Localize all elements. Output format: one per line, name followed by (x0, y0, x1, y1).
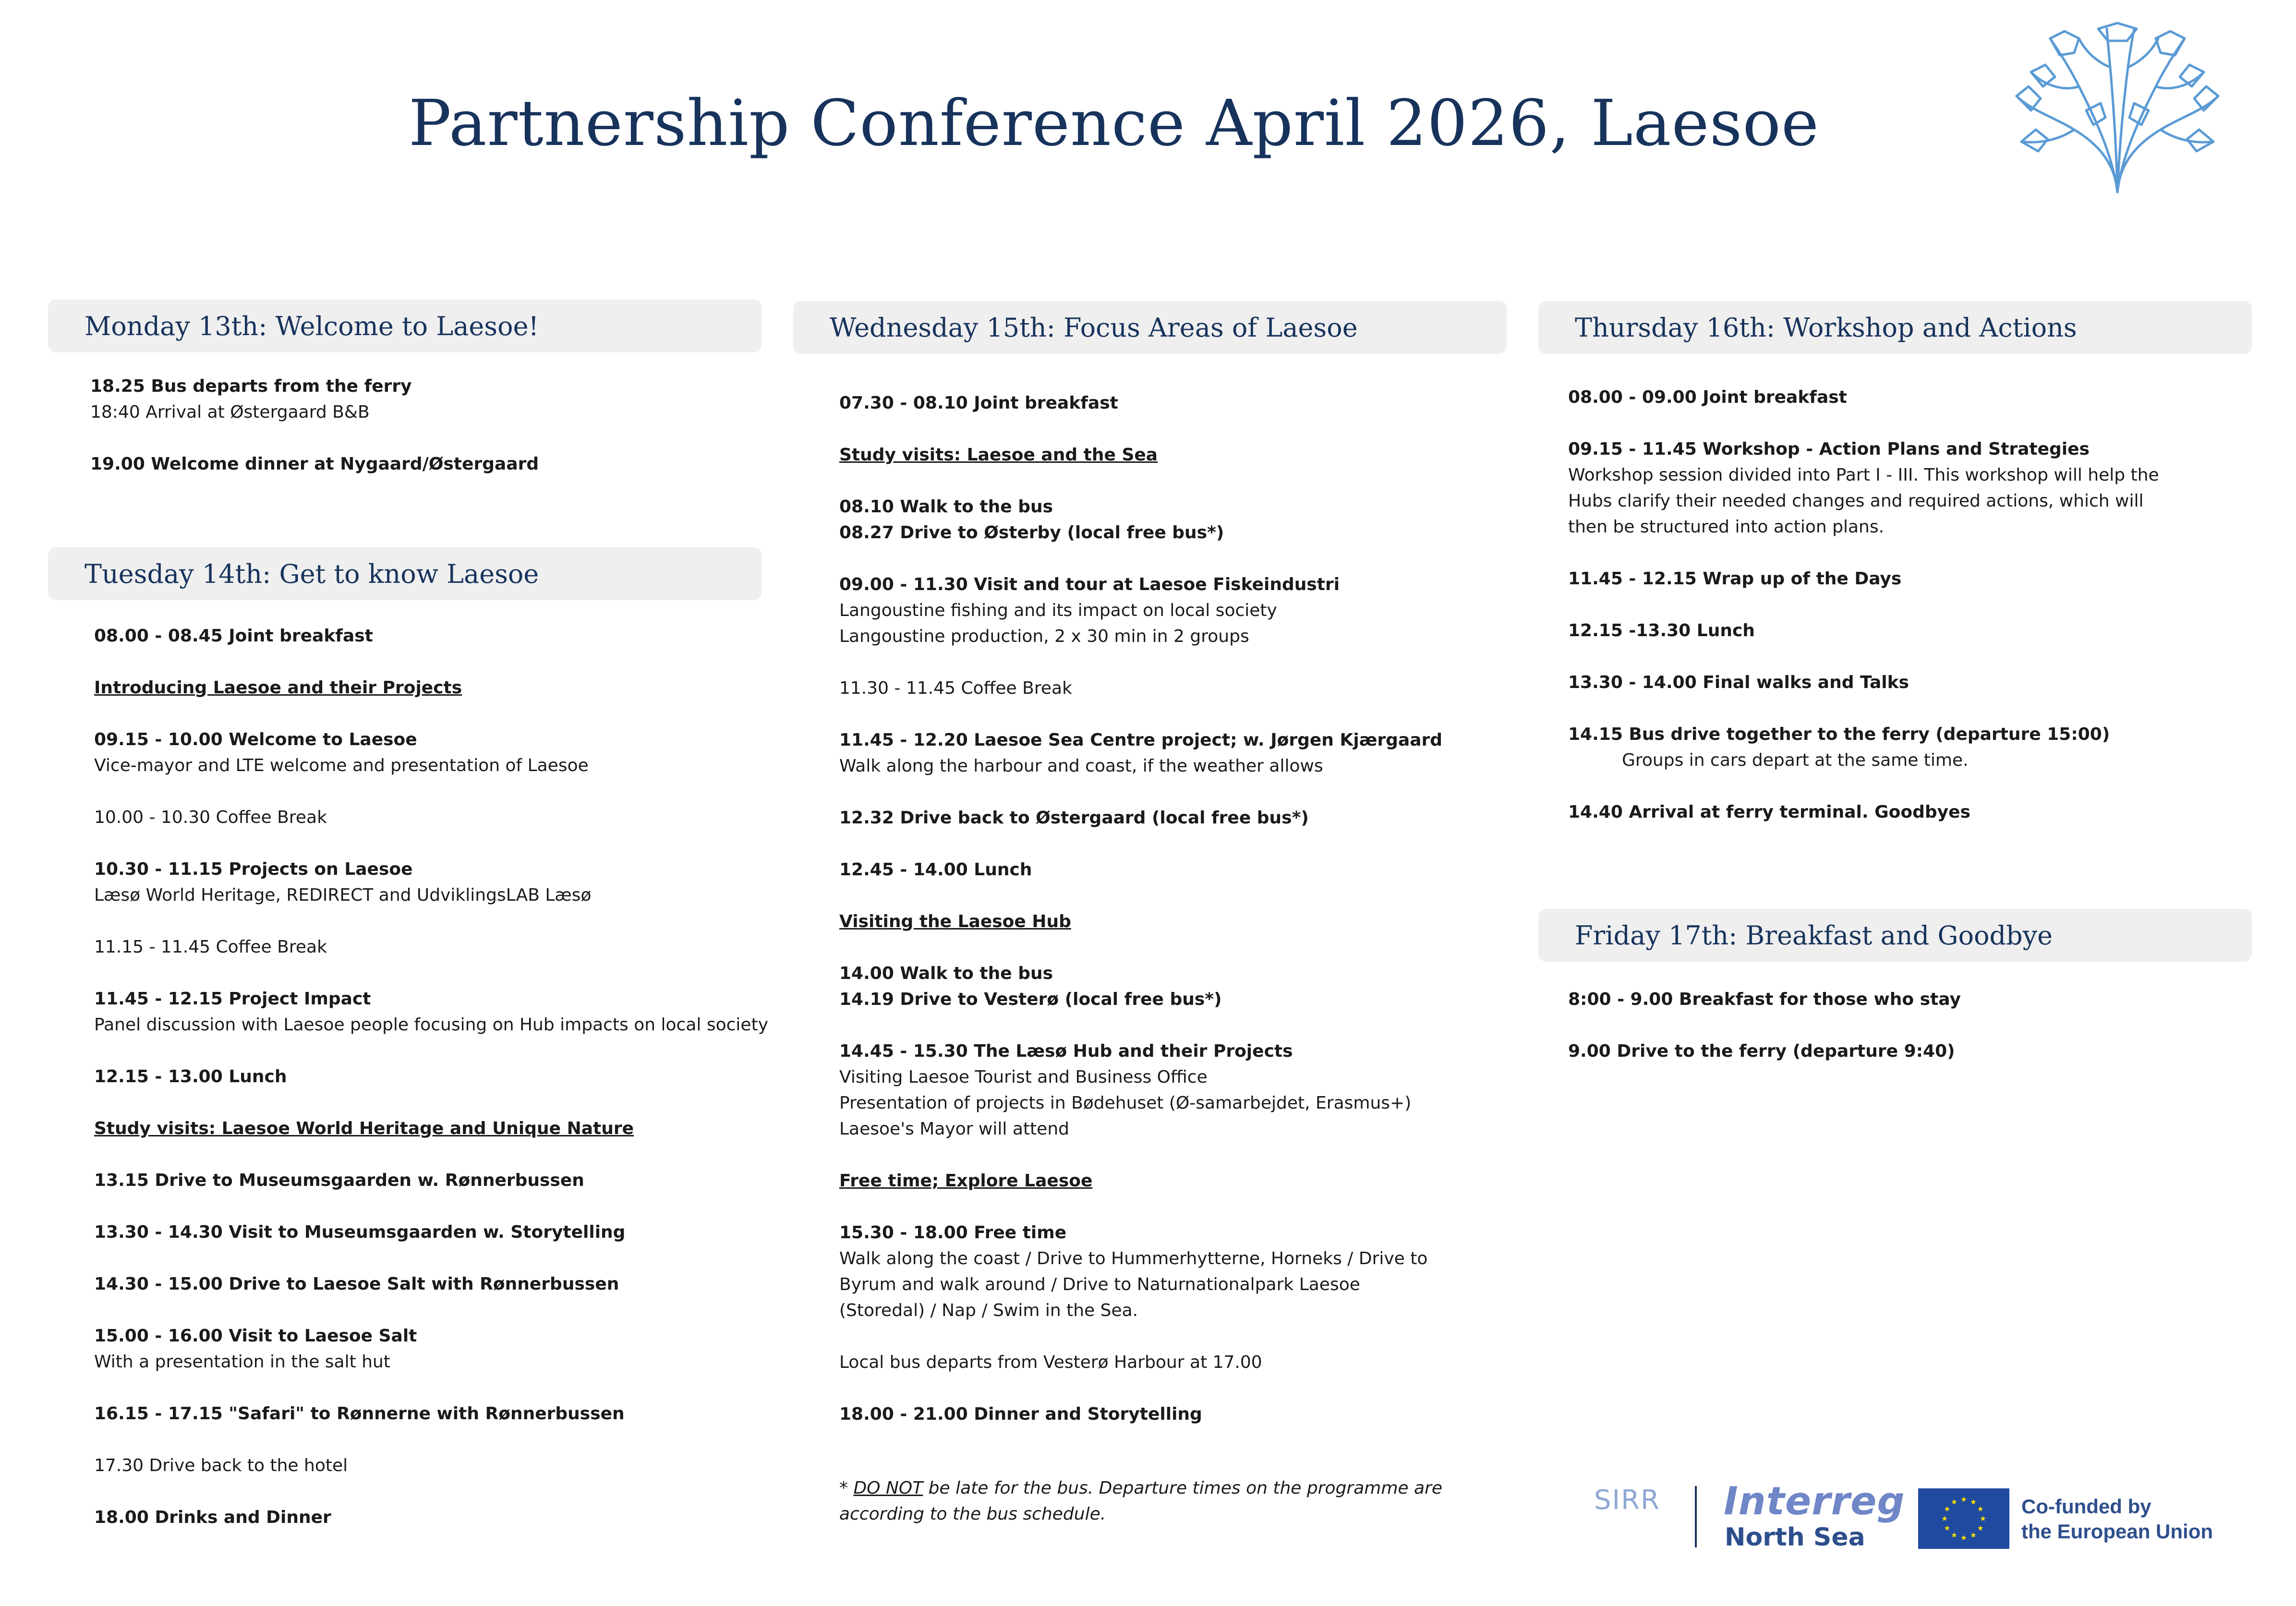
list-item: 17.30 Drive back to the hotel (94, 1456, 348, 1475)
list-item: 11.45 - 12.20 Laesoe Sea Centre project; w. Jørgen Kjærgaard Walk along the harbour and coast, if the weather allows (839, 730, 1443, 776)
list-item: 13.30 - 14.30 Visit to Museumsgaarden w. Storytelling (94, 1222, 626, 1242)
list-item: 13.15 Drive to Museumsgaarden w. Rønnerbussen (94, 1171, 584, 1190)
list-item: 10.00 - 10.30 Coffee Break (94, 808, 327, 827)
friday-section (1538, 909, 2252, 1064)
monday-header: Monday 13th: Welcome to Laesoe! (48, 300, 761, 352)
list-item: 15.00 - 16.00 Visit to Laesoe Salt With a presentation in the salt hut (94, 1326, 417, 1372)
section-subheading: Study visits: Laesoe and the Sea (839, 445, 1158, 465)
tuesday-section (48, 547, 768, 1531)
thursday-header: Thursday 16th: Workshop and Actions (1538, 301, 2252, 354)
list-item: 9.00 Drive to the ferry (departure 9:40) (1568, 1041, 1955, 1061)
list-item: 15.30 - 18.00 Free time Walk along the coast / Drive to Hummerhytterne, Horneks / Drive to Byrum and walk around / Drive to Naturnationalpark Laesoe (Storedal) / Nap / Swim in the Sea. (839, 1223, 1428, 1320)
list-item: 09.15 - 10.00 Welcome to Laesoe Vice-mayor and LTE welcome and presentation of Laesoe (94, 730, 589, 775)
page-title: Partnership Conference April 2026, Laesoe (408, 86, 1820, 160)
section-subheading: Study visits: Laesoe World Heritage and Unique Nature (94, 1119, 634, 1138)
list-item: 11.45 - 12.15 Project Impact Panel discussion with Laesoe people focusing on Hub impacts on local society (94, 989, 768, 1035)
list-item: 18.25 Bus departs from the ferry 18:40 Arrival at Østergaard B&B (90, 376, 412, 422)
list-item: 14.00 Walk to the bus 14.19 Drive to Vesterø (local free bus*) (839, 964, 1222, 1009)
list-item: 11.30 - 11.45 Coffee Break (839, 678, 1072, 698)
list-item: 09.00 - 11.30 Visit and tour at Laesoe Fiskeindustri Langoustine fishing and its impact on local society Langoustine production, 2 x 30 min in 2 groups (839, 575, 1340, 646)
list-item: 8:00 - 9.00 Breakfast for those who stay (1568, 990, 1961, 1009)
interreg-logo-text: Interreg (1724, 1479, 1905, 1523)
section-subheading: Introducing Laesoe and their Projects (94, 678, 462, 698)
thursday-section (1538, 301, 2252, 825)
friday-header: Friday 17th: Breakfast and Goodbye (1538, 909, 2252, 962)
list-item: 19.00 Welcome dinner at Nygaard/Østergaard (90, 454, 539, 474)
wednesday-section (793, 301, 1507, 1527)
list-item: 18.00 - 21.00 Dinner and Storytelling (839, 1404, 1202, 1424)
coral-tree-logo-icon (2002, 19, 2233, 197)
list-item: 07.30 - 08.10 Joint breakfast (839, 393, 1118, 413)
sirr-logo: SIRR (1594, 1485, 1660, 1516)
list-item: 14.30 - 15.00 Drive to Laesoe Salt with Rønnerbussen (94, 1274, 619, 1294)
eu-flag-icon (1918, 1488, 2009, 1549)
wednesday-header: Wednesday 15th: Focus Areas of Laesoe (793, 301, 1507, 354)
list-item: 14.40 Arrival at ferry terminal. Goodbyes (1568, 802, 1970, 822)
list-item: 14.15 Bus drive together to the ferry (departure 15:00) Groups in cars depart at the same time. (1568, 725, 2110, 770)
list-item: 11.15 - 11.45 Coffee Break (94, 937, 327, 957)
list-item: 08.10 Walk to the bus 08.27 Drive to Østerby (local free bus*) (839, 497, 1224, 543)
list-item: 18.00 Drinks and Dinner (94, 1508, 331, 1527)
list-item: 12.32 Drive back to Østergaard (local free bus*) (839, 808, 1309, 828)
eu-cofunded-text: Co-funded by the European Union (2021, 1495, 2213, 1543)
tuesday-header: Tuesday 14th: Get to know Laesoe (48, 547, 761, 600)
list-item: Local bus departs from Vesterø Harbour at 17.00 (839, 1352, 1262, 1372)
list-item: 11.45 - 12.15 Wrap up of the Days (1568, 569, 1902, 589)
interreg-region-text: North Sea (1725, 1523, 1865, 1552)
list-item: 12.15 -13.30 Lunch (1568, 621, 1755, 640)
list-item: 09.15 - 11.45 Workshop - Action Plans and Strategies Workshop session divided into Part I - III. This workshop will help the Hubs clarify their needed changes and required actions, which will then be structured into action plans. (1568, 439, 2159, 537)
list-item: 16.15 - 17.15 "Safari" to Rønnerne with Rønnerbussen (94, 1404, 625, 1424)
list-item: 13.30 - 14.00 Final walks and Talks (1568, 673, 1909, 692)
section-subheading: Free time; Explore Laesoe (839, 1171, 1093, 1191)
logo-divider (1695, 1486, 1697, 1547)
list-item: 12.15 - 13.00 Lunch (94, 1067, 287, 1087)
list-item: 10.30 - 11.15 Projects on Laesoe Læsø World Heritage, REDIRECT and UdviklingsLAB Læsø (94, 859, 592, 905)
list-item: 12.45 - 14.00 Lunch (839, 860, 1032, 880)
list-item: 08.00 - 08.45 Joint breakfast (94, 626, 373, 646)
monday-section (48, 300, 761, 503)
list-item: 08.00 - 09.00 Joint breakfast (1568, 387, 1847, 407)
footnote: * DO NOT be late for the bus. Departure times on the programme are according to the bus schedule. (839, 1478, 1443, 1524)
list-item: 14.45 - 15.30 The Læsø Hub and their Projects Visiting Laesoe Tourist and Business Office Presentation of projects in Bødehuset (Ø-samarbejdet, Erasmus+) Laesoe's Mayor will attend (839, 1041, 1412, 1139)
section-subheading: Visiting the Laesoe Hub (839, 912, 1071, 931)
